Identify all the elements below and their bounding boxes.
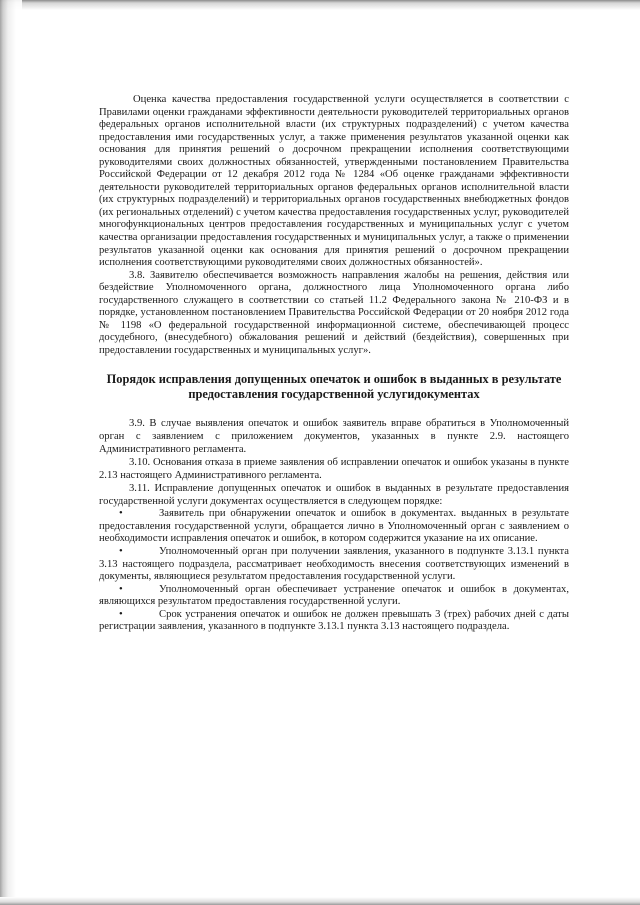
bullet-marker: • [119,583,123,595]
bullet-marker: • [119,608,123,620]
bullet-text: Уполномоченный орган обеспечивает устранение опечаток и ошибок в документах, являющихся результатом предоставления государственной услуги. [99,583,569,608]
scan-border-top [0,0,640,10]
section-heading: Порядок исправления допущенных опечаток и ошибок в выданных в результате предоставления государственной услугидокументах [106,372,562,402]
paragraph-3-8: 3.8. Заявителю обеспечивается возможность направления жалобы на решения, действия или бездействие Уполномоченного органа, должностного лица Уполномоченного органа либо государственного служащего в соответствии со статьей 11.2 Федерального закона № 210-ФЗ и в порядке, установленном постановлением Правительства Российской Федерации от 20 ноября 2012 года № 1198 «О федеральной государственной информационной системе, обеспечивающей процесс досудебного, (внесудебного) обжалования решений и действий (бездействия), совершенных при предоставлении государственных и муниципальных услуг». [99,269,569,356]
bullet-marker: • [119,545,123,557]
paragraph-3-9: 3.9. В случае выявления опечаток и ошибок заявитель вправе обратиться в Уполномоченный орган с заявлением с приложением документов, указанных в пункте 2.9. настоящего Административного регламента. [99,418,569,455]
scan-border-left [0,0,22,905]
bullet-text: Заявитель при обнаружении опечаток и ошибок в документах. выданных в результате предоставления государственной услуги, обращается лично в Уполномоченный орган с заявлением о необходимости исправления опечаток и ошибок, в котором содержится указание на их описание. [99,508,569,545]
bullet-item [99,609,569,634]
paragraph-quality-assessment: Оценка качества предоставления государственной услуги осуществляется в соответствии с Правилами оценки гражданами эффективности деятельности руководителей территориальных органов федеральных органов исполнительной власти (их структурных подразделений) с учетом качества предоставления ими государственных услуг, а также применения результатов указанной оценки как основания для принятия решений о досрочном прекращении исполнения соответствующими руководителями своих должностных обязанностей, утвержденными постановлением Правительства Российской Федерации от 12 декабря 2012 года № 1284 «Об оценке гражданами эффективности деятельности руководителей территориальных органов федеральных органов исполнительной власти (их структурных подразделений) и территориальных органов государственных внебюджетных фондов (их региональных отделений) с учетом качества предоставления государственных услуг, руководителей многофункциональных центров предоставления государственных и муниципальных услуг с учетом качества организации предоставления государственных и муниципальных услуг, а также о применении результатов указанной оценки как основания для принятия решений о досрочном прекращении исполнения соответствующими руководителями своих должностных обязанностей». [99,94,569,269]
bullet-text: Срок устранения опечаток и ошибок не должен превышать 3 (трех) рабочих дней с даты регистрации заявления, указанного в подпункте 3.13.1 пункта 3.13 настоящего подраздела. [99,608,569,633]
paragraph-3-11: 3.11. Исправление допущенных опечаток и ошибок в выданных в результате предоставления государственной услуги документах осуществляется в следующем порядке: [99,483,569,507]
bullet-item [99,508,569,546]
bullet-item [99,546,569,584]
document-page [99,94,569,634]
bullet-marker: • [119,508,123,520]
paragraph-3-10: 3.10. Основания отказа в приеме заявления об исправлении опечаток и ошибок указаны в пункте 2.13 настоящего Административного регламента. [99,457,569,481]
scan-border-bottom [0,897,640,905]
bullet-text: Уполномоченный орган при получении заявления, указанного в подпункте 3.13.1 пункта 3.13 настоящего подраздела, рассматривает необходимость внесения соответствующих изменений в документы, являющиеся результатом предоставления государственной услуги. [99,545,569,583]
bullet-item [99,584,569,609]
